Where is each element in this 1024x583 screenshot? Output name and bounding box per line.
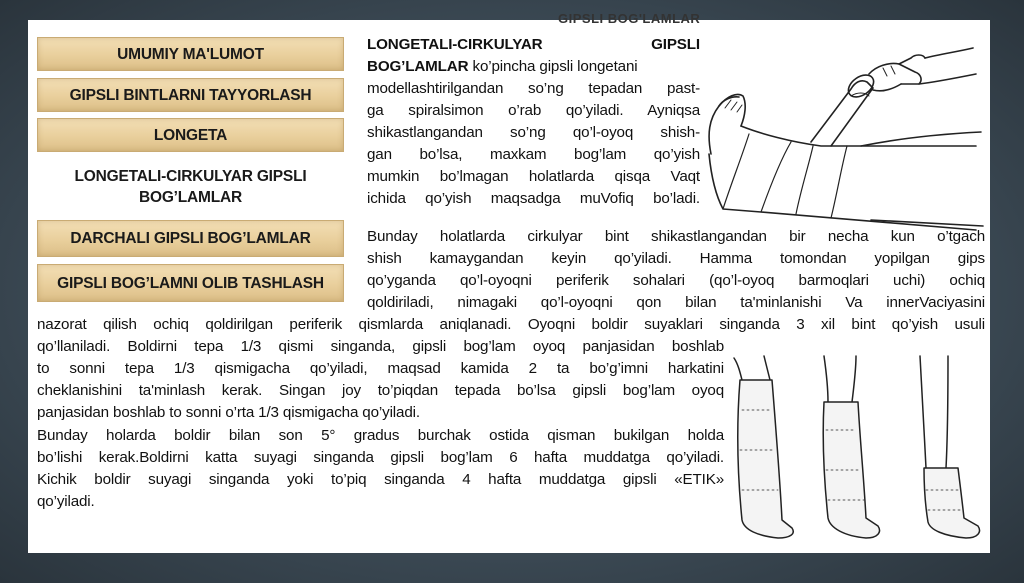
text-line: shish kamaygandan keyin qo’yiladi. Hamma tomondan yopilgan gips — [367, 250, 985, 267]
text-line: qo’llaniladi. Boldirni tepa 1/3 qismi singanda, gipsli bog’lam oyoq panjasidan boshlab — [37, 338, 724, 355]
menu-item-gipsli-bintlar[interactable]: GIPSLI BINTLARNI TAYYORLASH — [37, 78, 344, 112]
text-line: Bunday holarda boldir bilan son 5° gradus burchak ostida qisman bukilgan holda — [37, 427, 724, 444]
text-line: nazorat qilish ochiq qoldirilgan periferik qismlarda aniqlanadi. Oyoqni boldir suyaklari singanda 3 xil bint qo’yish usuli — [37, 316, 985, 333]
text-line: mumkin bo’lmagan holatlarda qisqa Vaqt — [367, 168, 700, 185]
leg-bandaging-illustration — [701, 34, 987, 234]
article-title-line1: LONGETALI-CIRKULYAR GIPSLI — [367, 36, 700, 53]
article-narrow-block — [367, 34, 700, 210]
menu-item-umumiy-malumot[interactable]: UMUMIY MA'LUMOT — [37, 37, 344, 71]
article-mid-block — [367, 226, 985, 314]
article-lower-block — [37, 336, 724, 424]
text-line: gan bo’lsa, maxkam bog’lam qo’yish — [367, 146, 700, 163]
slide — [28, 11, 990, 553]
text-line: Bunday holatlarda cirkulyar bint shikastlangandan bir necha kun o’tgach — [367, 228, 985, 245]
article-title-line2: BOG’LAMLAR — [367, 58, 469, 75]
menu-item-current-longetali: LONGETALI-CIRKULYAR GIPSLI BOG’LAMLAR — [74, 168, 307, 206]
text-line: cheklanishini ta'minlash kerak. Singan joy to’piqdan tepada bo’lsa gipsli bog’lam oyoq — [37, 382, 724, 399]
text-line: to sonni tepa 1/3 qismigacha qo’yiladi, maqsad kamida 2 ta bo’g’imni harkatini — [37, 360, 724, 377]
menu-item-olib-tashlash[interactable]: GIPSLI BOG’LAMNI OLIB TASHLASH — [37, 264, 344, 302]
three-leg-casts-illustration — [728, 350, 988, 550]
menu-item-darchali[interactable]: DARCHALI GIPSLI BOG’LAMLAR — [37, 220, 344, 257]
menu-item-longeta[interactable]: LONGETA — [37, 118, 344, 152]
text-line: Kichik boldir suyagi singanda yoki to’piq singanda 4 hafta muddatga gipsli «ETIK» — [37, 471, 724, 488]
text-line: qo’yganda qo’l-oyoqni periferik sohalari (qo’l-oyoq barmoqlari uchi) ochiq — [367, 272, 985, 289]
text-line: qoldiriladi, nimagaki qo’l-oyoqni qon bilan ta'minlanishi Va innerVaciyasini — [367, 294, 985, 311]
text-line: bo’lishi kerak.Boldirni katta suyagi singanda gipsli bog’lam 6 hafta muddatga qo’yiladi. — [37, 449, 724, 466]
text-line: ichida qo’yish maqsadga muVofiq bo’ladi. — [367, 190, 700, 207]
text-line: shikastlangandan so’ng qo’l-oyoq shish- — [367, 124, 700, 141]
text-line: panjasidan boshlab to sonni o’rta 1/3 qismigacha qo’yiladi. — [37, 404, 420, 421]
article-bottom-block — [37, 425, 724, 513]
text-line: ko’pincha gipsli longetani — [468, 58, 638, 75]
text-line: ga spiralsimon o’rab qo’yiladi. Ayniqsa — [367, 102, 700, 119]
text-line: qo’yiladi. — [37, 493, 95, 510]
text-line: modellashtirilgandan so’ng tepadan past- — [367, 80, 700, 97]
cut-off-heading: GIPSLI BOG'LAMLAR — [558, 11, 701, 26]
article-full-line — [37, 314, 985, 336]
